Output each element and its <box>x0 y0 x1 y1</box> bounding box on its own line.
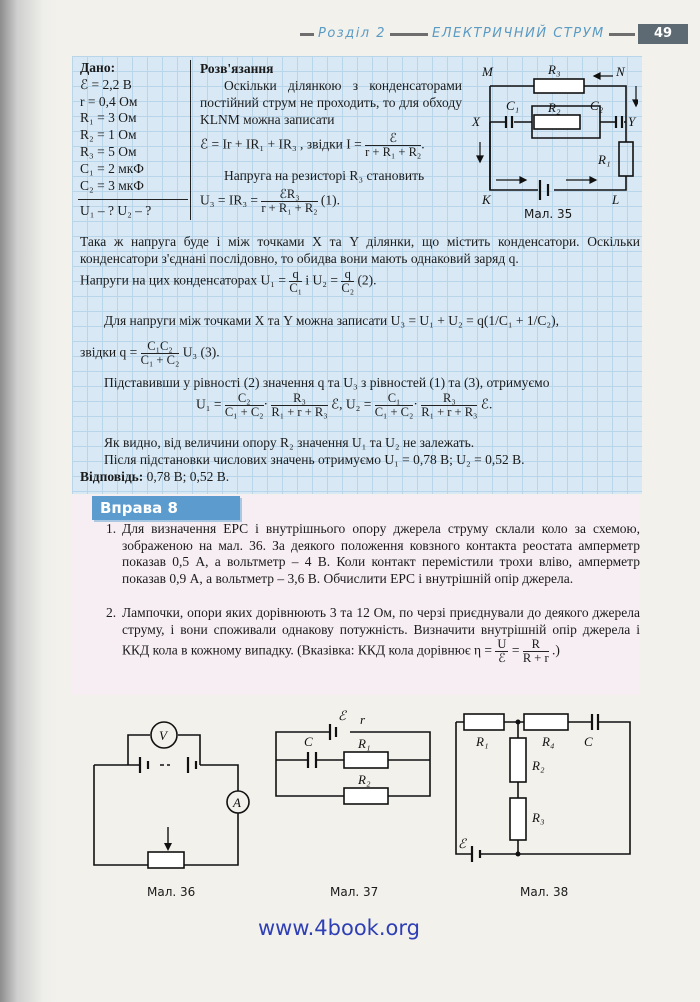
solution-block <box>200 60 462 215</box>
label-r: r <box>360 712 366 727</box>
paragraph-xy-voltage: Для напруги між точками X та Y можна записати U₃ = U₁ + U₂ = q(1/C₁ + 1/C₂), <box>104 313 559 328</box>
label-r3: R₃ <box>532 810 545 825</box>
figure-mal38 <box>446 704 636 864</box>
exercise-item: 2. Лампочки, опори яких дорівнюють 3 та 12 Ом, по черзі приєднували до деякого джерела струму, і вони споживали однакову потужність. Визначити внутрішній опір джерела і ККД кола в кожному випадку. (Вказівка: ККД кола дорівнює η = $\frac{U}{\text{ℰ}}$ = $\frac{R}{R + r}$ .) <box>106 605 640 665</box>
given-item: R₂ = 1 Ом <box>80 127 137 143</box>
label-r2: R₂ <box>548 100 561 115</box>
given-divider <box>78 199 188 200</box>
paragraph-capacitor-voltages: Напруги на цих конденсаторах U₁ = $\frac{q}{\text{C₁}}$ і U₂ = $\frac{q}{\text{C₂}}$ (2). <box>80 267 377 295</box>
find-unknowns: U₁ – ? U₂ – ? <box>80 203 152 218</box>
label-emf: ℰ <box>338 708 346 723</box>
given-title: Дано: <box>80 60 116 75</box>
label-c: C <box>304 734 313 749</box>
caption-mal36: Мал. 36 <box>147 885 196 899</box>
figure-mal35 <box>466 62 638 230</box>
label-r3: R₃ <box>548 62 561 77</box>
given-block <box>80 60 144 194</box>
given-item: r = 0,4 Ом <box>80 93 138 109</box>
equation-charge: звідки q = $\frac{\text{C₁C₂}}{\text{C₁ + C₂}}$ U₃ (3). <box>80 339 220 367</box>
solution-paragraph: Напруга на резисторі R₃ становить <box>224 168 425 183</box>
label-x: X <box>472 114 480 129</box>
caption-mal37: Мал. 37 <box>330 885 379 899</box>
label-r1: R₁ <box>358 736 371 751</box>
label-c1: C₁ <box>506 98 520 113</box>
label-c: C <box>584 734 593 749</box>
label-r1: R₁ <box>598 152 611 167</box>
page-number: 49 <box>638 24 688 44</box>
exercise-title: Вправа 8 <box>92 496 240 520</box>
solution-title: Розв'язання <box>200 61 274 76</box>
figure-mal37 <box>270 708 440 808</box>
label-r4: R₄ <box>542 734 555 749</box>
given-item: C₂ = 3 мкФ <box>80 177 144 193</box>
label-l: L <box>612 192 620 207</box>
caption-mal35: Мал. 35 <box>524 207 573 221</box>
given-item: R₃ = 5 Ом <box>80 143 137 159</box>
given-item: C₁ = 2 мкФ <box>80 160 144 176</box>
label-ammeter: A <box>233 795 241 810</box>
equation-final: U₁ = $\frac{\text{C₂}}{\text{C₁ + C₂}}$ · $\frac{\text{R₃}}{\text{R₁ + r + R₃}}$ ℰ, U₂ = $\frac{\text{C₁}}{\text{C₁ + C₂}}$ · $\frac{\text{R₃}}{\text{R₁ + r + R₃}}$ ℰ. <box>196 391 493 419</box>
label-r2: R₂ <box>532 758 545 773</box>
label-voltmeter: V <box>159 728 167 743</box>
answer <box>80 468 229 485</box>
footer-url: www.4book.org <box>258 916 420 940</box>
given-item: ℰ = 2,2 В <box>80 76 132 92</box>
label-k: K <box>482 192 491 207</box>
equation-u3: U₃ = IR₃ = $\frac{\text{ℰR₃}}{\text{r + R₁ + R₂}}$ (1). <box>200 187 341 215</box>
chapter-label: ЕЛЕКТРИЧНИЙ СТРУМ <box>428 26 609 41</box>
paragraph-substitute: Підставивши у рівності (2) значення q та U₃ з рівностей (1) та (3), отримуємо <box>104 375 550 390</box>
paragraph-independence: Як видно, від величини опору R₂ значення U₁ та U₂ не залежать. <box>104 435 475 450</box>
label-n: N <box>616 64 625 79</box>
given-item: R₁ = 3 Ом <box>80 110 137 126</box>
label-m: M <box>482 64 493 79</box>
answer-label: Відповідь: <box>80 469 144 484</box>
answer-value: 0,78 В; 0,52 В. <box>146 469 230 484</box>
label-emf: ℰ <box>458 836 466 851</box>
exercise-item: 1. Для визначення ЕРС і внутрішнього опору джерела струму склали коло за схемою, зображеною на мал. 36. За деякого положення ковзного контакта реостата амперметр показав 0,5 А, а вольтметр – 4 В. Коли контакт перемістили трохи вліво, амперметр показав 0,9 А, а вольтметр – 3,6 В. Обчислити ЕРС і внутрішній опір джерела. <box>106 521 640 586</box>
given-vertical-divider <box>190 60 191 220</box>
page-header <box>300 24 695 46</box>
book-spine-shadow <box>0 0 58 1002</box>
label-c2: C₂ <box>590 98 604 113</box>
label-y: Y <box>628 114 636 129</box>
caption-mal38: Мал. 38 <box>520 885 569 899</box>
label-r2: R₂ <box>358 772 371 787</box>
paragraph-numeric: Після підстановки числових значень отримуємо U₁ = 0,78 В; U₂ = 0,52 В. <box>104 452 525 467</box>
label-r1: R₁ <box>476 734 489 749</box>
section-label: Розділ 2 <box>314 26 390 41</box>
figure-mal36 <box>88 705 258 875</box>
solution-paragraph: Оскільки ділянкою з конденсаторами постійний струм не проходить, то для обходу KLNM можна записати <box>200 78 462 127</box>
paragraph-same-voltage: Така ж напруга буде і між точками X та Y ділянки, що містить конденсатори. Оскільки конденсатори з'єднані послідовно, то обидва вони мають однаковий заряд q. <box>80 234 640 266</box>
equation-current: ℰ = Ir + IR₁ + IR₃ , звідки I = $\frac{\text{ℰ}}{\text{r + R₁ + R₂}}$ . <box>200 131 425 159</box>
